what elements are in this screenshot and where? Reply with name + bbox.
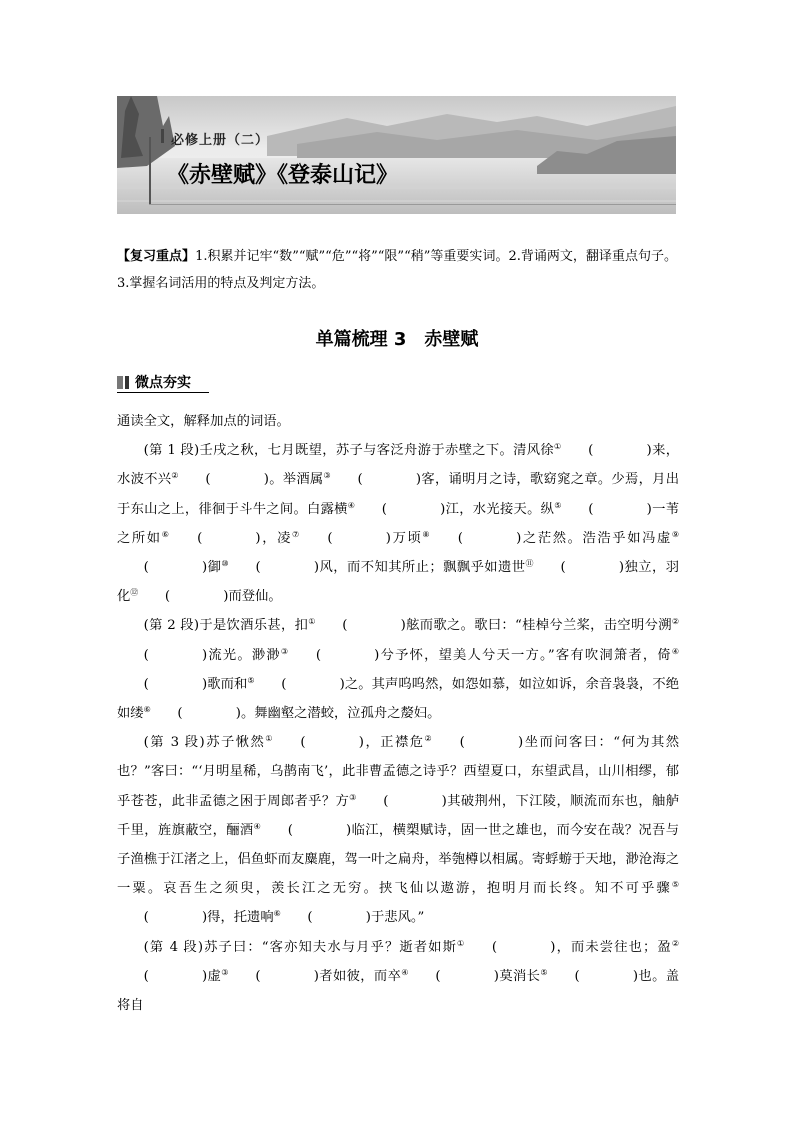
answer-blank[interactable]: ( ) [459,735,524,751]
exercise-content [117,407,679,1020]
answer-blank[interactable]: ( ) [457,530,522,546]
subheading-underline [117,392,209,393]
paragraph-text: 虚 [207,968,222,984]
footnote-number: ③ [280,646,290,656]
footnote-number: ⑤ [540,967,548,977]
block-marker-icon [125,376,129,389]
header-banner-image [117,96,676,214]
footnote-number: ④ [401,967,409,977]
answer-blank[interactable]: ( ) [315,647,380,663]
answer-blank[interactable]: ( ) [143,647,208,663]
answer-blank[interactable]: ( ) [491,939,556,955]
paragraph-text: 坐而问客曰：“何为其然也？”客曰：“‘月明星稀，乌鹊南飞’，此非曹孟德之诗乎？西望夏口，东望武昌，山川相缪，郁乎苍苍，此非孟德之困于周郎者乎？方 [117,735,679,809]
paragraph-text: 其破荆州，下江陵，顺流而东也，舳舻千里，旌旗蔽空，酾酒 [117,793,680,838]
paragraph-text: (第 3 段)苏子愀然 [143,735,266,751]
review-label: 【复习重点】 [117,249,196,264]
banner-subtitle: 必修上册（二） [171,133,270,148]
paragraph-text: 之茫然。浩浩乎如冯虚 [521,530,672,546]
answer-blank[interactable]: ( ) [435,968,499,984]
answer-blank[interactable]: ( ) [300,735,364,751]
answer-blank[interactable]: ( ) [255,968,319,984]
answer-blank[interactable]: ( ) [381,501,446,517]
paragraph-text: 舷而歌之。歌曰：“桂棹兮兰桨，击空明兮溯 [405,618,672,634]
paragraph-text: (第 1 段)壬戌之秋，七月既望，苏子与客泛舟游于赤壁之下。清风徐 [143,443,555,459]
answer-blank[interactable]: ( ) [205,472,269,488]
footnote-number: ⑩ [221,559,229,569]
paragraph-text: ，凌 [260,530,293,546]
paragraph-text: 御 [207,560,222,576]
answer-blank[interactable]: ( ) [560,560,625,576]
footnote-number: ① [457,938,466,948]
answer-blank[interactable]: ( ) [287,822,352,838]
paragraph [117,728,679,932]
paragraph-text: 客，诵明月之诗，歌窈窕之章。少焉，月出于东山之上，徘徊于斗牛之间。白露横 [117,472,680,517]
paragraph-text: 歌而和 [207,676,248,692]
answer-blank[interactable]: ( ) [197,530,261,546]
answer-blank[interactable]: ( ) [164,589,229,605]
paragraph-text: 之。其声呜呜然，如怨如慕，如泣如诉，余音袅袅，不绝如缕 [117,676,680,722]
answer-blank[interactable]: ( ) [574,968,639,984]
footnote-number: ⑧ [422,529,432,539]
footnote-number: ⑥ [273,909,281,919]
paragraph-text: ，正襟危 [364,735,425,751]
paragraph-text: (第 4 段)苏子曰：“客亦知夫水与月乎？逝者如斯 [143,939,457,955]
footnote-number: ⑥ [143,705,151,715]
footnote-number: ② [671,617,679,627]
paragraph-text: (第 2 段)于是饮酒乐甚，扣 [143,618,309,634]
footnote-number: ③ [349,792,357,802]
footnote-number: ⑤ [554,500,562,510]
banner-horizontal-line [149,204,676,205]
subtitle-marker [161,129,164,143]
answer-blank[interactable]: ( ) [357,472,422,488]
answer-blank[interactable]: ( ) [143,910,208,926]
answer-blank[interactable]: ( ) [177,706,241,722]
paragraph-text: 万顷 [390,530,423,546]
answer-blank[interactable]: ( ) [383,793,447,809]
paragraph-text: 莫消长 [498,968,541,984]
banner-vertical-line [149,137,151,205]
paragraph-text: 风，而不知其所止；飘飘乎如遗世 [319,560,526,576]
answer-blank[interactable]: ( ) [255,560,320,576]
footnote-number: ⑥ [161,529,171,539]
paragraph-text: 流光。渺渺 [207,647,281,663]
answer-blank[interactable]: ( ) [327,530,391,546]
footnote-number: ⑫ [130,588,139,598]
answer-blank[interactable]: ( ) [143,676,208,692]
paragraph-text: 。舞幽壑之潜蛟，泣孤舟之嫠妇。 [240,706,441,722]
subheading [117,372,191,392]
subheading-label: 微点夯实 [135,375,191,391]
answer-blank[interactable]: ( ) [588,501,652,517]
paragraph-text: 得，托遗响 [207,910,274,926]
footnote-number: ⑤ [671,880,679,890]
review-focus [117,243,677,297]
paragraph-text: 江，水光接天。纵 [445,501,555,517]
footnote-number: ⑪ [525,559,534,569]
footnote-number: ④ [253,821,262,831]
footnote-number: ① [554,442,562,452]
footnote-number: ⑨ [671,529,680,539]
paragraph-text: 者如彼，而卒 [318,968,402,984]
paragraph-text: 而登仙。 [228,589,282,605]
section-title: 单篇梳理 3 赤壁赋 [315,329,479,350]
answer-blank[interactable]: ( ) [342,618,406,634]
footnote-number: ⑤ [247,675,255,685]
answer-blank[interactable]: ( ) [143,968,208,984]
footnote-number: ③ [323,471,331,481]
paragraph-text: ，而未尝往也；盈 [555,939,672,955]
answer-blank[interactable]: ( ) [281,676,345,692]
paragraph-text: 于悲风。” [371,910,425,926]
instruction: 通读全文，解释加点的词语。 [117,414,290,429]
footnote-number: ① [265,734,274,744]
footnote-number: ④ [347,500,356,510]
footnote-number: ① [308,617,316,627]
answer-blank[interactable]: ( ) [307,910,371,926]
paragraph [117,436,679,611]
block-marker-icon [117,376,123,389]
paragraph-text: 兮予怀，望美人兮天一方。”客有吹洞箫者，倚 [379,647,672,663]
footnote-number: ⑦ [292,529,301,539]
footnote-number: ② [424,734,434,744]
review-text: 1.积累并记牢“数”“赋”“危”“将”“限”“稍”等重要实词。2.背诵两文，翻译重点句子。3.掌握名词活用的特点及判定方法。 [117,249,677,291]
landscape-illustration [117,96,676,214]
banner-title: 《赤壁赋》《登泰山记》 [167,163,399,188]
footnote-number: ② [671,938,680,948]
paragraph-text: 。举酒属 [268,472,324,488]
paragraph [117,933,679,1021]
footnote-number: ③ [221,967,229,977]
answer-blank[interactable]: ( ) [588,443,652,459]
paragraph [117,611,679,728]
footnote-number: ④ [671,646,679,656]
paragraph-text: 也。盖将自 [117,968,680,1014]
footnote-number: ② [171,471,179,481]
paragraph-text: 一苇之所如 [117,501,680,546]
paragraph-text: 来，水波不兴 [117,443,680,488]
answer-blank[interactable]: ( ) [143,560,208,576]
paragraph-text: 独立，羽化 [117,560,680,605]
paragraph-text: 临江，横槊赋诗，固一世之雄也，而今安在哉？况吾与子渔樵于江渚之上，侣鱼虾而友麋鹿，驾一叶之扁舟，举匏樽以相属。寄蜉蝣于天地，渺沧海之一粟。哀吾生之须臾，羡长江之无穷。挟飞仙以遨游，抱明月而长终。知不可乎骤 [117,822,680,897]
